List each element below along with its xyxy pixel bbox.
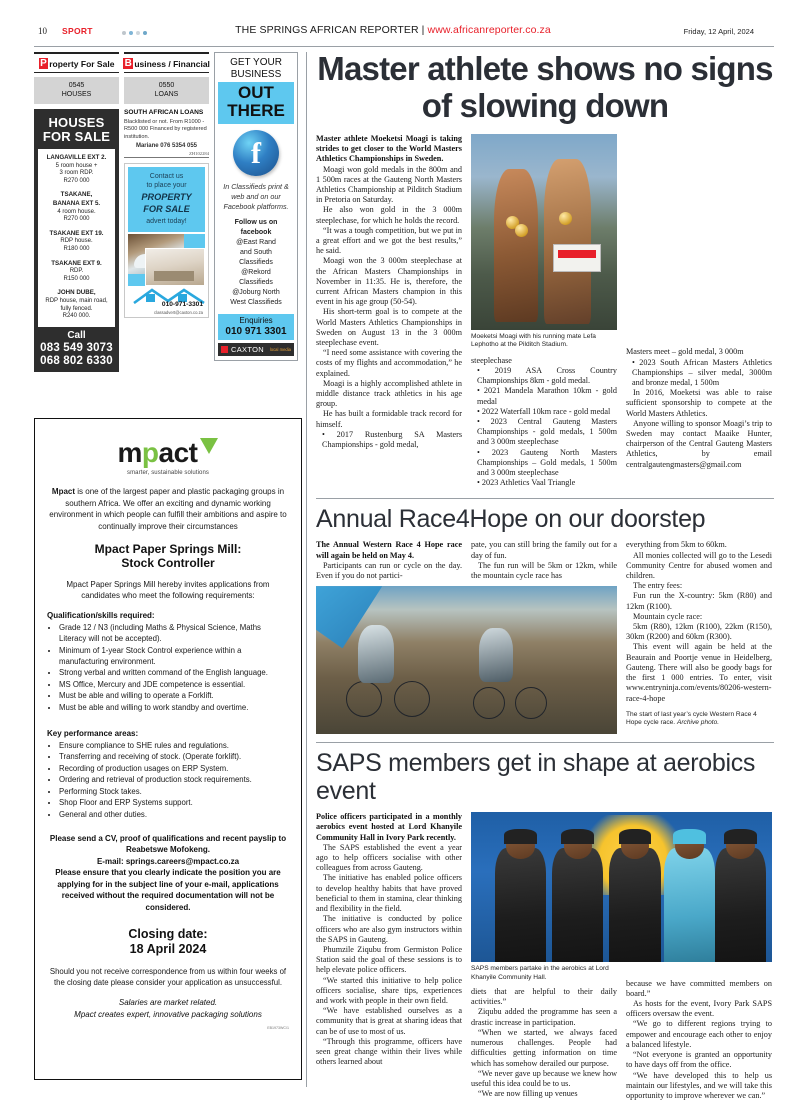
- slogan-line: Mpact creates expert, innovative packaging solutions: [74, 1009, 262, 1019]
- athlete-figure-left: [494, 169, 538, 322]
- athlete-figure-right: [544, 159, 591, 324]
- article-body-3: [626, 979, 772, 1101]
- category-dropcap: P: [40, 58, 47, 69]
- bicycle-wheel: [515, 687, 547, 719]
- article-headline: Master athlete shows no signs of slowing down: [317, 50, 773, 124]
- paragraph: “We have developed this to help us maintain our lifestyles, and we will take this opportunity to improve wherever we can.”: [626, 1070, 772, 1100]
- paragraph: “We are now filling up venues: [478, 1089, 578, 1099]
- paragraph: “We never gave up because we knew how useful this idea could be to us.: [471, 1068, 617, 1088]
- paragraph: steeplechase: [471, 355, 512, 365]
- qualification-item: • Strong verbal and written command of the English language.: [59, 667, 289, 678]
- cyclist-figure: [479, 628, 513, 682]
- paragraph: “We started this initiative to help police officers socialise, share tips, experiences and work with people in their own field.: [316, 975, 462, 1005]
- sa-loans-ref: ZH102284: [124, 151, 209, 158]
- bullet-item: • 2023 Gauteng North Masters Championships – Gold medals, 1 500m and 3 000m steeplechase: [477, 447, 617, 478]
- mpact-correspondence-note: Should you not receive correspondence from us within four weeks of the closing date please consider your application as unsuccessful.: [49, 967, 287, 987]
- bullet-item: • 2023 South African Masters Athletics Championships – silver medal, 3000m and bronze medal, 1 500m: [632, 357, 772, 388]
- social-handle[interactable]: West Classifieds: [230, 299, 282, 306]
- paragraph: “Not everyone is granted an opportunity to have days off from the office.: [626, 1050, 772, 1070]
- article-headline: Annual Race4Hope on our doorstep: [316, 505, 706, 534]
- sa-loans-title: SOUTH AFRICAN LOANS: [124, 109, 204, 116]
- mpact-tagline: smarter, sustainable solutions: [126, 470, 210, 476]
- publication-url[interactable]: www.africanreporter.co.za: [427, 24, 551, 36]
- promo-line-5: advert today!: [146, 217, 187, 225]
- article-body-3: [626, 540, 772, 703]
- qualifications-list: [47, 622, 289, 713]
- caxton-wordmark: CAXTON: [231, 345, 264, 354]
- mpact-apply-block: [47, 833, 289, 914]
- social-handle[interactable]: Classifieds: [239, 279, 273, 286]
- listing-line2: fully fenced.: [60, 305, 93, 312]
- mpact-intro-bold: Mpact: [51, 487, 76, 496]
- medal-icon: [515, 224, 528, 237]
- apply-instruction: Please send a CV, proof of qualifications and recent payslip to Reabetswe Mofokeng.: [49, 833, 287, 854]
- article-body-3: [626, 347, 772, 469]
- kpa-item: • Shop Floor and ERP Systems support.: [59, 797, 289, 808]
- bullet-item: • 2023 Athletics Vaal Triangle: [477, 478, 576, 488]
- classifieds-section: [34, 52, 302, 372]
- listing-line1: 4 room house.: [57, 208, 96, 215]
- article-body-1: [316, 165, 462, 451]
- bullet-item: • 2023 Central Gauteng Masters Championships - gold medals, 1 500m and 3 000m steeplechase: [477, 417, 617, 447]
- photo-cycle-race: [316, 586, 617, 734]
- listing-price: R180 000: [63, 245, 90, 252]
- paragraph: everything from 5km to 60km.: [626, 540, 727, 550]
- paragraph: “We have established ourselves as a community that is great at sharing ideas that can be of use to most of us.: [316, 1006, 462, 1036]
- social-handle[interactable]: @East Rand: [236, 239, 276, 246]
- qualification-item: • Grade 12 / N3 (including Maths & Physical Science, Maths Literacy will not be accepted).: [59, 622, 289, 644]
- bullet-item: • 2017 Rustenburg SA Masters Championships - gold medal,: [322, 429, 462, 450]
- property-advert-promo[interactable]: [124, 163, 209, 318]
- photo-kitchen: [145, 248, 205, 286]
- category-dropcap: B: [124, 58, 132, 69]
- kpa-heading: Key performance areas:: [47, 728, 139, 738]
- kpa-list: [47, 740, 289, 820]
- section-label: SPORT: [62, 26, 93, 36]
- paragraph: Phumzile Ziqubu from Germiston Police Station said the goal of these sessions is to help elevate police officers.: [316, 944, 462, 975]
- bicycle-wheel: [394, 681, 430, 717]
- houses-title-1: HOUSES: [48, 115, 105, 130]
- role-line-2: Stock Controller: [121, 556, 215, 570]
- mpact-intro: [47, 486, 289, 532]
- paragraph: The SAPS established the event a year ago to help officers socialise with other colleagues from across Gauteng.: [316, 842, 462, 873]
- paragraph: “It was a tough competition, but we put in a great effort and we got the best results,” he said.: [316, 225, 462, 256]
- article-column-3: [626, 540, 772, 734]
- mpact-ad-ref: EB1973WC/1: [267, 1026, 289, 1030]
- paragraph: He also won gold in the 3 000m steeplechase, for which he holds the record.: [316, 205, 462, 225]
- kpa-item: • Ordering and retrieval of production stock requirements.: [59, 774, 289, 785]
- paragraph: pate, you can still bring the family out for a day of fun.: [471, 540, 617, 560]
- qualification-item: • Minimum of 1-year Stock Control experience within a manufacturing environment.: [59, 645, 289, 667]
- paragraph: Ziqubu added the programme has seen a drastic increase in participation.: [471, 1007, 617, 1027]
- article-saps-aerobics: [316, 742, 774, 1101]
- race-bib: [553, 244, 601, 272]
- caxton-mark-icon: [221, 346, 228, 353]
- category-code-box-property: [34, 77, 119, 104]
- mpact-recruitment-ad: [34, 418, 302, 1080]
- listing-line2: 3 room RDP.: [59, 170, 94, 177]
- publication-name: THE SPRINGS AFRICAN REPORTER |: [235, 24, 428, 36]
- classified-column-business: [124, 52, 209, 372]
- kpa-item: • Performing Stock takes.: [59, 786, 289, 797]
- category-code-label: HOUSES: [61, 91, 92, 98]
- house-listing: [41, 191, 112, 223]
- apply-email[interactable]: E-mail: springs.careers@mpact.co.za: [96, 856, 240, 866]
- houses-call-block: [38, 327, 115, 368]
- bicycle-wheel: [346, 681, 382, 717]
- article-column-2: [471, 134, 617, 488]
- kpa-item: • General and other duties.: [59, 809, 289, 820]
- article-body-2: [471, 540, 617, 581]
- photo-caption: [626, 711, 772, 728]
- paragraph: diets that are helpful to their daily activities.”: [471, 987, 617, 1007]
- paragraph: 5km (R80), 12km (R100), 22km (R150), 30km (R200) and 60km (R300).: [626, 622, 772, 642]
- category-title: usiness / Financial: [134, 58, 210, 69]
- closing-date-value: 18 April 2024: [129, 942, 207, 956]
- paragraph: The initiative has enabled police officers to develop healthy habits that have proved beneficial to them in stamina, clear thinking and flexibility in the field.: [316, 873, 462, 914]
- paragraph: His short-term goal is to compete at the World Masters Athletics Championships in Sweden on August 13 in the 3 000m steeplechase event.: [316, 307, 462, 348]
- promo-house-photos: [128, 234, 205, 286]
- medal-icon: [559, 212, 572, 225]
- qualification-item: • Must be able and willing to work standby and overtime.: [59, 702, 289, 713]
- houses-ad-title: [38, 113, 115, 149]
- mpact-role-title: [47, 542, 289, 570]
- mpact-invite: Mpact Paper Springs Mill hereby invites applications from candidates who meet the following requirements:: [66, 580, 270, 600]
- listing-line1: RDP house, main road,: [45, 297, 108, 304]
- article-column-1: [316, 134, 462, 488]
- masthead-rule: [34, 46, 774, 47]
- masthead: [0, 24, 786, 46]
- salary-line: Salaries are market related.: [118, 998, 218, 1007]
- paragraph: Mountain cycle race:: [633, 611, 703, 621]
- call-label: Call: [67, 329, 86, 341]
- houses-title-2: FOR SALE: [42, 129, 111, 144]
- houses-for-sale-ad: [34, 109, 119, 372]
- social-handle[interactable]: Classifieds: [239, 259, 273, 266]
- mpact-wordmark: [118, 437, 198, 469]
- kpa-item: • Transferring and receiving of stock. (Operate forklift).: [59, 751, 289, 762]
- column-divider: [306, 52, 307, 1087]
- enquiries-label: Enquiries: [239, 316, 273, 325]
- paragraph: Masters meet – gold medal, 3 000m: [626, 347, 744, 357]
- category-header-property: [34, 52, 119, 73]
- classified-column-promo: [214, 52, 298, 372]
- listing-title: TSAKANE EXT 9.: [51, 259, 102, 267]
- house-listing: [41, 230, 112, 254]
- house-listing: [41, 260, 112, 284]
- houses-listing-list: [38, 149, 115, 327]
- paragraph: Moagi is a highly accomplished athlete in middle distance track athletics in his age group.: [316, 378, 462, 409]
- article-body-1: [316, 843, 462, 1067]
- mpact-intro-text: is one of the largest paper and plastic packaging groups in southern Africa. We offer an exciting and dynamic working environment in which people can fulfill their ambitions and aspire to continually improve their circumstances: [49, 487, 287, 531]
- out-word: OUT: [238, 83, 274, 102]
- listing-line1: RDP house.: [60, 238, 93, 245]
- social-handle[interactable]: @Joburg North: [232, 289, 280, 296]
- photo-saps-members: [471, 812, 772, 962]
- paragraph: “When we started, we always faced numerous challenges. People had difficulties getting information on time which has somehow derailed our purpose.: [471, 1027, 617, 1068]
- paragraph: The entry fees:: [633, 581, 683, 591]
- call-phone-2[interactable]: 068 802 6330: [40, 354, 113, 367]
- social-handle[interactable]: @Rekord: [241, 269, 271, 276]
- social-handle[interactable]: and South: [240, 249, 272, 256]
- paragraph: Moagi won gold medals in the 800m and 1 500m races at the Gauteng North Masters Athletics Championship at Pilditch Stadium in Pretoria on Saturday.: [316, 164, 462, 205]
- get-line-1: GET YOUR: [230, 57, 282, 68]
- paragraph: Moagi won the 3 000m steeplechase at the African Masters Championships in November in 11:35. He is, therefore, the current African Masters champion in this event in his age group (50-54).: [316, 256, 462, 307]
- house-listing: [41, 289, 112, 320]
- caption-credit: Archive photo.: [676, 719, 720, 727]
- classified-column-property: [34, 52, 119, 372]
- article-column-1: [316, 812, 462, 1101]
- call-phone-1[interactable]: 083 549 3073: [40, 341, 113, 354]
- closing-date-block: [47, 927, 289, 957]
- category-code: 0550: [158, 82, 175, 89]
- photo-caption: Moeketsi Moagi with his running mate Lefa Lephotho at the Pilditch Stadium.: [471, 333, 596, 349]
- article-columns: [316, 812, 774, 1101]
- promo-line-4: FOR SALE: [143, 204, 190, 215]
- sa-loans-contact[interactable]: Mariane 076 5354 055: [135, 143, 198, 150]
- article-body-2: [471, 356, 617, 489]
- promo-email[interactable]: classadvert@caxton.co.za: [154, 309, 203, 315]
- listing-title: JOHN DUBE,: [57, 289, 96, 297]
- paragraph: “I need some assistance with covering the costs of my flights and accommodation,” he explained.: [316, 348, 462, 378]
- there-word: THERE: [227, 101, 285, 120]
- qualification-item: • Must be able and willing to operate a Forklift.: [59, 690, 289, 701]
- paragraph: In 2016, Moeketsi was able to raise sufficient sponsorship to compete at the World Masters Athletics.: [626, 388, 772, 418]
- listing-title: TSAKANE,: [60, 191, 93, 199]
- facebook-icon[interactable]: f: [233, 130, 279, 176]
- article-column-3: [626, 134, 772, 488]
- enquiries-banner: [218, 314, 294, 340]
- facebook-logo-wrap: [218, 130, 294, 176]
- listing-title2: BANANA EXT 5.: [52, 199, 101, 207]
- apply-note: Please ensure that you clearly indicate the position you are applying for in the subject line of your e-mail, applications received without the required documentation will not be considered.: [55, 868, 281, 912]
- promo-line-2: to place your: [146, 181, 187, 189]
- paragraph: This event will again be held at the Beaurain and Poortje venue in Heidelberg, Gauteng. There will also be goody bags for the first 1 000 entries. To enter, visit www.entryninja.com/events/80206-western-race-4-hope: [626, 642, 772, 703]
- listing-line1: 5 room house +: [55, 162, 98, 169]
- article-master-athlete: [316, 50, 774, 488]
- photo-caption: SAPS members partake in the aerobics at Lord Khanyile Community Hall.: [471, 965, 609, 981]
- category-code-box-business: [124, 77, 209, 104]
- paragraph: Participants can run or cycle on the day. Even if you do not partici-: [316, 560, 462, 581]
- qualifications-heading: Qualification/skills required:: [47, 611, 155, 620]
- listing-price: R270 000: [63, 216, 90, 223]
- category-code-label: LOANS: [154, 91, 179, 98]
- sa-loans-body: Blacklisted or not. From R1000 - R500 000 Financed by registered institution.: [124, 119, 207, 140]
- promo-footer: [128, 288, 205, 314]
- paragraph: “We go to different regions trying to empower and encourage each other to enjoy a balanced lifestyle.: [626, 1019, 772, 1049]
- follow-block: [218, 218, 294, 308]
- out-there-banner: [218, 82, 294, 124]
- paragraph: “Through this programme, officers have seen great change within their lives while others learned about: [316, 1036, 462, 1067]
- page-number: 10: [38, 26, 47, 36]
- logo-p: p: [141, 437, 159, 468]
- paragraph: He has built a formidable track record for himself.: [316, 409, 462, 429]
- paragraph: Anyone willing to sponsor Moagi’s trip to Sweden may contact Maaike Hunter, chairperson of the Central Gauteng Masters Athletics, by email centralgautengmasters@gmail.com: [626, 418, 772, 469]
- photo-athletes: [471, 134, 617, 330]
- role-line-1: Mpact Paper Springs Mill:: [94, 542, 242, 556]
- paragraph: All monies collected will go to the Lesedi Community Centre for abused women and children.: [626, 550, 772, 581]
- paragraph: because we have committed members on board.”: [626, 978, 772, 998]
- article-rule: [316, 742, 774, 749]
- article-column-1: [316, 540, 462, 734]
- article-body-1: [316, 561, 462, 581]
- follow-heading: Follow us on: [234, 219, 278, 226]
- qualification-item: • MS Office, Mercury and JDE competence is essential.: [59, 679, 289, 690]
- enquiries-phone[interactable]: 010 971 3301: [225, 326, 287, 337]
- listing-title: TSAKANE EXT 19.: [49, 229, 104, 237]
- caxton-logo: [218, 343, 294, 356]
- closing-date-label: Closing date:: [128, 927, 208, 941]
- bullet-item: • 2022 Waterfall 10km race - gold medal: [477, 406, 611, 416]
- listing-price: R270 000: [63, 177, 90, 184]
- bullet-item: • 2021 Mandela Marathon 10km - gold medal: [477, 386, 617, 406]
- kpa-item: • Ensure compliance to SHE rules and regulations.: [59, 740, 289, 751]
- listing-price: R240 000.: [62, 313, 91, 320]
- bicycle-wheel: [473, 687, 505, 719]
- article-lede: The Annual Western Race 4 Hope race will again be held on May 4.: [316, 540, 462, 560]
- article-race4hope: [316, 498, 774, 734]
- publication-title: [0, 24, 786, 36]
- get-line-2: BUSINESS: [230, 68, 282, 80]
- cyclist-figure: [358, 625, 394, 683]
- category-code: 0545: [68, 82, 85, 89]
- logo-act: act: [158, 437, 198, 468]
- logo-m: m: [117, 437, 142, 468]
- sa-loans-ad: [124, 109, 209, 158]
- house-listing: [41, 154, 112, 185]
- category-header-business: [124, 52, 209, 73]
- article-body-2: [471, 987, 617, 1099]
- listing-line1: RDP.: [69, 268, 84, 275]
- mpact-triangle-icon: [200, 438, 218, 454]
- promo-line-1: Contact us: [149, 172, 184, 180]
- promo-banner: [128, 167, 205, 232]
- article-rule: [316, 498, 774, 505]
- promo-line-3: PROPERTY: [141, 191, 192, 202]
- get-business-heading: [218, 57, 294, 80]
- paragraph: As hosts for the event, Ivory Park SAPS officers oversaw the event.: [626, 999, 772, 1019]
- paragraph: The initiative is conducted by police officers who are also gym instructors within the SAPS in Gauteng.: [316, 914, 462, 944]
- follow-heading-2: facebook: [240, 229, 272, 236]
- article-columns: [316, 540, 774, 734]
- publication-date: Friday, 12 April, 2024: [683, 27, 754, 36]
- paragraph: The fun run will be 5km or 12km, while the mountain cycle race has: [471, 560, 617, 581]
- article-lede: Master athlete Moeketsi Moagi is taking strides to get closer to the World Masters Athletics Championships in Sweden.: [316, 134, 462, 164]
- editorial-section: [316, 50, 774, 1101]
- classifieds-note: In Classifieds print & web and on our Facebook platforms.: [223, 182, 289, 211]
- listing-title: LANGAVILLE EXT 2.: [46, 154, 107, 161]
- category-title: roperty For Sale: [49, 58, 115, 69]
- promo-phone[interactable]: 010-971-3301: [161, 300, 203, 308]
- article-column-2: [471, 812, 617, 1101]
- article-lede: Police officers participated in a monthly aerobics event hosted at Lord Khanyile Community Hall in Ivory Park recently.: [316, 812, 462, 842]
- article-columns: [316, 134, 774, 488]
- kpa-item: • Recording of production usages on ERP System.: [59, 763, 289, 774]
- caxton-subtitle: local media: [269, 347, 291, 352]
- listing-price: R150 000: [63, 275, 90, 282]
- caption-text: The start of last year’s cycle Western Race 4 Hope cycle race.: [626, 710, 757, 727]
- get-business-out-there-ad: [214, 52, 298, 361]
- article-headline: SAPS members get in shape at aerobics event: [316, 749, 756, 806]
- mpact-salary-note: [47, 997, 289, 1020]
- paragraph: Fun run the X-country: 5km (R80) and 12km (R100).: [626, 591, 772, 611]
- mpact-logo: [47, 437, 289, 469]
- bullet-item: • 2019 ASA Cross Country Championships 8km - gold medal.: [477, 366, 617, 386]
